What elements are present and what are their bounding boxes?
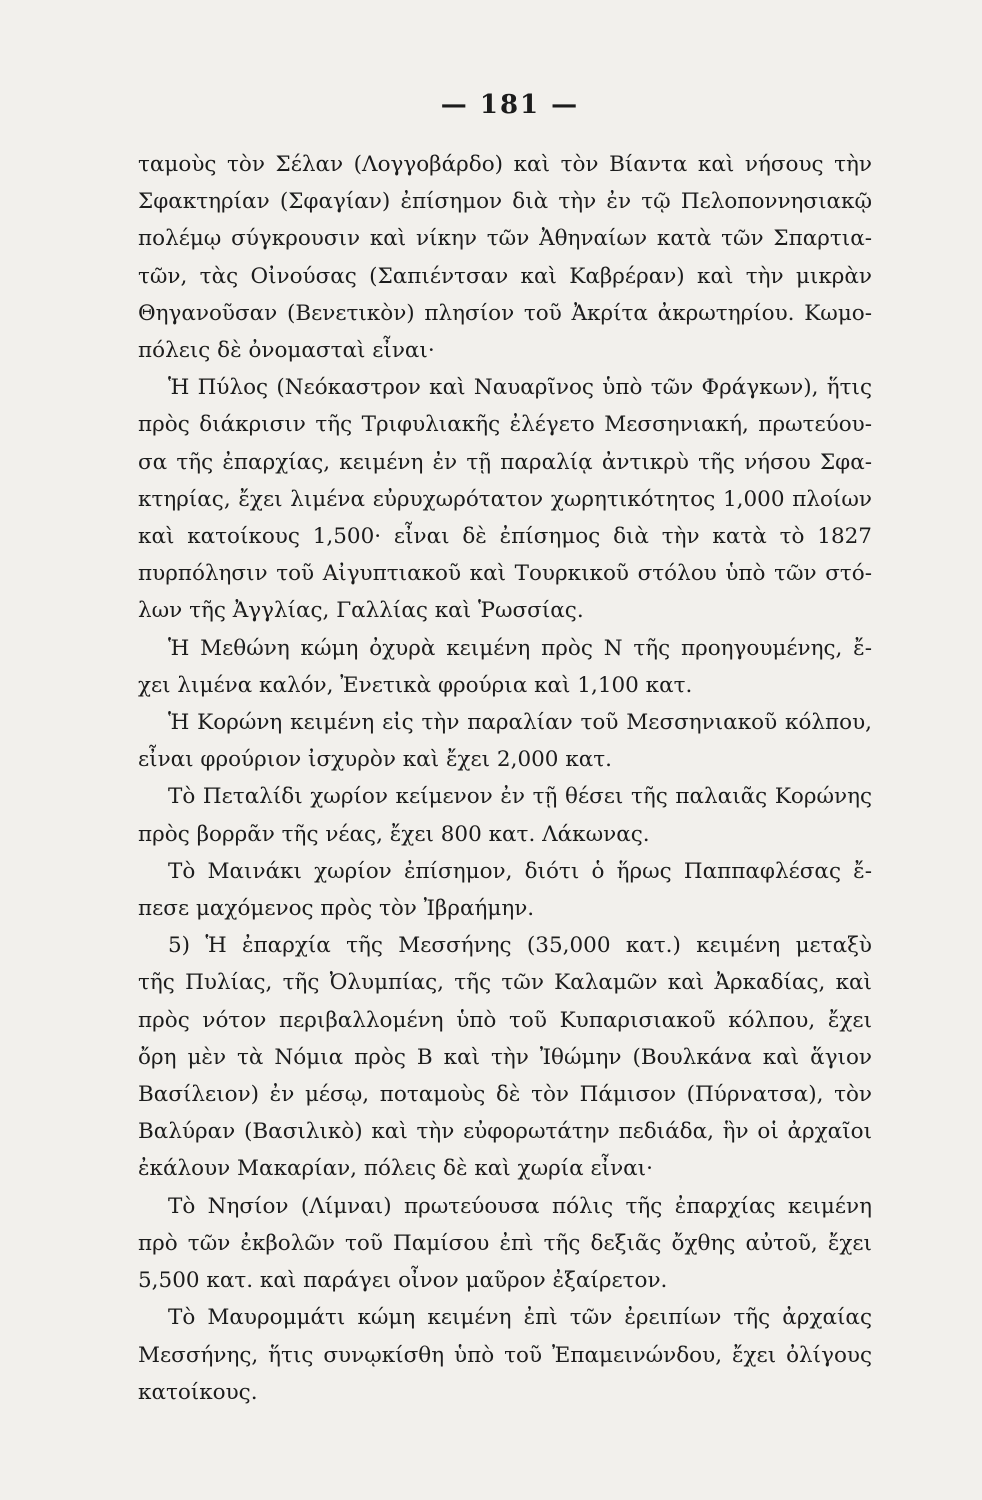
text-line: πυρπόλησιν τοῦ Αἰγυπτιακοῦ καὶ Τουρκικοῦ στόλου ὑπὸ τῶν στό- <box>138 561 872 587</box>
text-line: χει λιμένα καλόν, Ἐνετικὰ φρούρια καὶ 1,100 κατ. <box>138 672 693 698</box>
text-line: πρὸς διάκρισιν τῆς Τριφυλιακῆς ἐλέγετο Μεσσηνιακή, πρωτεύου- <box>138 412 872 438</box>
text-line: ἐκάλουν Μακαρίαν, πόλεις δὲ καὶ χωρία εἶναι· <box>138 1156 653 1182</box>
text-line: Βαλύραν (Βασιλικὸ) καὶ τὴν εὐφορωτάτην πεδιάδα, ἣν οἱ ἀρχαῖοι <box>138 1119 872 1145</box>
text-line: ταμοὺς τὸν Σέλαν (Λογγοβάρδο) καὶ τὸν Βίαντα καὶ νήσους τὴν <box>138 152 872 177</box>
text-line: Θηγανοῦσαν (Βενετικὸν) πλησίον τοῦ Ἀκρίτα ἀκρωτηρίου. Κωμο- <box>138 300 872 326</box>
text-line: πρὸς νότον περιβαλλομένη ὑπὸ τοῦ Κυπαρισιακοῦ κόλπου, ἔχει <box>138 1007 872 1033</box>
text-line: 5) Ἡ ἐπαρχία τῆς Μεσσήνης (35,000 κατ.) κειμένη μεταξὺ <box>168 933 872 959</box>
text-line: Ἡ Πύλος (Νεόκαστρον καὶ Ναυαρῖνος ὑπὸ τῶν Φράγκων), ἥτις <box>168 375 872 401</box>
page-number: — 181 — <box>440 90 580 120</box>
text-line: λων τῆς Ἀγγλίας, Γαλλίας καὶ Ῥωσσίας. <box>138 598 584 624</box>
body-text <box>138 146 872 1411</box>
text-line: Τὸ Μαυρομμάτι κώμη κειμένη ἐπὶ τῶν ἐρειπίων τῆς ἀρχαίας <box>168 1305 872 1331</box>
text-line: κατοίκους. <box>138 1379 258 1405</box>
text-line: Μεσσήνης, ἥτις συνῳκίσθη ὑπὸ τοῦ Ἐπαμεινώνδου, ἔχει ὀλίγους <box>138 1342 872 1368</box>
text-line: Ἡ Μεθώνη κώμη ὀχυρὰ κειμένη πρὸς Ν τῆς προηγουμένης, ἔ- <box>168 635 872 661</box>
text-line: τῶν, τὰς Οἰνούσας (Σαπιέντσαν καὶ Καβρέραν) καὶ τὴν μικρὰν <box>138 263 872 289</box>
text-line: τῆς Πυλίας, τῆς Ὀλυμπίας, τῆς τῶν Καλαμῶν καὶ Ἀρκαδίας, καὶ <box>138 970 872 996</box>
text-line: πολέμῳ σύγκρουσιν καὶ νίκην τῶν Ἀθηναίων κατὰ τῶν Σπαρτια- <box>138 226 872 252</box>
text-line: εἶναι φρούριον ἰσχυρὸν καὶ ἔχει 2,000 κατ. <box>138 747 612 773</box>
text-line: Τὸ Μαινάκι χωρίον ἐπίσημον, διότι ὁ ἥρως Παππαφλέσας ἔ- <box>168 858 872 884</box>
text-line: πρὸς βορρᾶν τῆς νέας, ἔχει 800 κατ. Λάκωνας. <box>138 821 650 847</box>
text-line: Βασίλειον) ἐν μέσῳ, ποταμοὺς δὲ τὸν Πάμισον (Πύρνατσα), τὸν <box>138 1082 872 1108</box>
text-line: Σφακτηρίαν (Σφαγίαν) ἐπίσημον διὰ τὴν ἐν τῷ Πελοποννησιακῷ <box>138 189 872 215</box>
text-line: Ἡ Κορώνη κειμένη εἰς τὴν παραλίαν τοῦ Μεσσηνιακοῦ κόλπου, <box>168 710 872 736</box>
text-line: Τὸ Πεταλίδι χωρίον κείμενον ἐν τῇ θέσει τῆς παλαιᾶς Κορώνης <box>168 784 872 810</box>
text-line: ὄρη μὲν τὰ Νόμια πρὸς Β καὶ τὴν Ἰθώμην (Βουλκάνα καὶ ἅγιον <box>138 1044 872 1070</box>
text-line: καὶ κατοίκους 1,500· εἶναι δὲ ἐπίσημος διὰ τὴν κατὰ τὸ 1827 <box>138 524 872 550</box>
text-line: 5,500 κατ. καὶ παράγει οἶνον μαῦρον ἐξαίρετον. <box>138 1268 668 1294</box>
text-line: πρὸ τῶν ἐκβολῶν τοῦ Παμίσου ἐπὶ τῆς δεξιᾶς ὄχθης αὐτοῦ, ἔχει <box>138 1230 872 1256</box>
text-line: σα τῆς ἐπαρχίας, κειμένη ἐν τῇ παραλίᾳ ἀντικρὺ τῆς νήσου Σφα- <box>138 449 872 475</box>
text-line: πόλεις δὲ ὀνομασταὶ εἶναι· <box>138 338 435 364</box>
text-line: πεσε μαχόμενος πρὸς τὸν Ἰβραήμην. <box>138 896 535 922</box>
text-line: Τὸ Νησίον (Λίμναι) πρωτεύουσα πόλις τῆς ἐπαρχίας κειμένη <box>168 1193 872 1219</box>
text-line: κτηρίας, ἔχει λιμένα εὐρυχωρότατον χωρητικότητος 1,000 πλοίων <box>138 486 872 512</box>
